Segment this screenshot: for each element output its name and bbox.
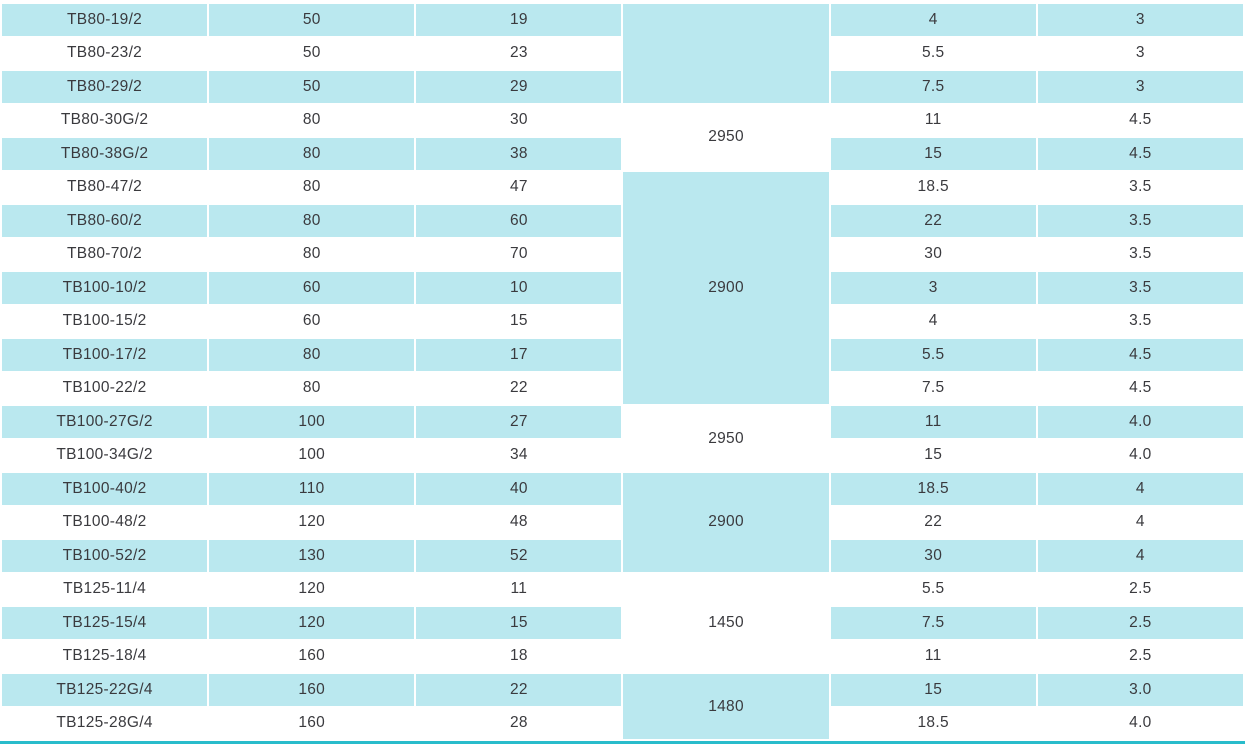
value-cell: 23 bbox=[416, 38, 621, 70]
model-cell: TB80-30G/2 bbox=[2, 105, 207, 137]
table-row bbox=[2, 406, 1243, 438]
value-cell: 2.5 bbox=[1038, 574, 1243, 606]
value-cell: 7.5 bbox=[831, 373, 1036, 405]
value-cell: 30 bbox=[831, 540, 1036, 572]
model-cell: TB80-47/2 bbox=[2, 172, 207, 204]
value-cell: 47 bbox=[416, 172, 621, 204]
model-cell: TB125-22G/4 bbox=[2, 674, 207, 706]
value-cell: 15 bbox=[831, 440, 1036, 472]
table-row bbox=[2, 674, 1243, 706]
table-row bbox=[2, 473, 1243, 505]
value-cell: 52 bbox=[416, 540, 621, 572]
value-cell: 30 bbox=[416, 105, 621, 137]
value-cell: 3 bbox=[831, 272, 1036, 304]
value-cell: 4.0 bbox=[1038, 406, 1243, 438]
model-cell: TB80-70/2 bbox=[2, 239, 207, 271]
value-cell: 60 bbox=[209, 272, 414, 304]
value-cell: 130 bbox=[209, 540, 414, 572]
value-cell: 100 bbox=[209, 406, 414, 438]
value-cell: 3 bbox=[1038, 38, 1243, 70]
value-cell: 11 bbox=[831, 406, 1036, 438]
value-cell: 10 bbox=[416, 272, 621, 304]
value-cell: 11 bbox=[831, 641, 1036, 673]
value-cell: 50 bbox=[209, 38, 414, 70]
value-cell: 3.5 bbox=[1038, 272, 1243, 304]
model-cell: TB100-15/2 bbox=[2, 306, 207, 338]
value-cell: 22 bbox=[416, 373, 621, 405]
speed-cell: 2950 bbox=[623, 105, 828, 170]
value-cell: 15 bbox=[831, 138, 1036, 170]
value-cell: 120 bbox=[209, 607, 414, 639]
model-cell: TB100-17/2 bbox=[2, 339, 207, 371]
value-cell: 22 bbox=[831, 507, 1036, 539]
value-cell: 17 bbox=[416, 339, 621, 371]
model-cell: TB125-15/4 bbox=[2, 607, 207, 639]
value-cell: 80 bbox=[209, 205, 414, 237]
value-cell: 2.5 bbox=[1038, 641, 1243, 673]
value-cell: 50 bbox=[209, 4, 414, 36]
table-row bbox=[2, 574, 1243, 606]
model-cell: TB80-38G/2 bbox=[2, 138, 207, 170]
value-cell: 34 bbox=[416, 440, 621, 472]
value-cell: 15 bbox=[416, 607, 621, 639]
value-cell: 5.5 bbox=[831, 38, 1036, 70]
value-cell: 70 bbox=[416, 239, 621, 271]
value-cell: 19 bbox=[416, 4, 621, 36]
value-cell: 30 bbox=[831, 239, 1036, 271]
value-cell: 50 bbox=[209, 71, 414, 103]
value-cell: 18 bbox=[416, 641, 621, 673]
speed-cell bbox=[623, 4, 828, 103]
table-row bbox=[2, 105, 1243, 137]
table-bottom-rule bbox=[0, 741, 1245, 744]
speed-cell: 1480 bbox=[623, 674, 828, 739]
value-cell: 4 bbox=[1038, 540, 1243, 572]
value-cell: 5.5 bbox=[831, 574, 1036, 606]
value-cell: 3 bbox=[1038, 71, 1243, 103]
value-cell: 100 bbox=[209, 440, 414, 472]
model-cell: TB100-48/2 bbox=[2, 507, 207, 539]
value-cell: 7.5 bbox=[831, 607, 1036, 639]
value-cell: 110 bbox=[209, 473, 414, 505]
value-cell: 4 bbox=[1038, 473, 1243, 505]
model-cell: TB100-52/2 bbox=[2, 540, 207, 572]
value-cell: 22 bbox=[416, 674, 621, 706]
value-cell: 5.5 bbox=[831, 339, 1036, 371]
value-cell: 15 bbox=[831, 674, 1036, 706]
value-cell: 3.5 bbox=[1038, 306, 1243, 338]
model-cell: TB100-40/2 bbox=[2, 473, 207, 505]
value-cell: 11 bbox=[831, 105, 1036, 137]
value-cell: 3 bbox=[1038, 4, 1243, 36]
value-cell: 29 bbox=[416, 71, 621, 103]
value-cell: 28 bbox=[416, 708, 621, 740]
model-cell: TB100-27G/2 bbox=[2, 406, 207, 438]
model-cell: TB80-23/2 bbox=[2, 38, 207, 70]
value-cell: 4.5 bbox=[1038, 339, 1243, 371]
model-cell: TB100-10/2 bbox=[2, 272, 207, 304]
model-cell: TB80-60/2 bbox=[2, 205, 207, 237]
model-cell: TB80-19/2 bbox=[2, 4, 207, 36]
speed-cell: 2900 bbox=[623, 473, 828, 572]
value-cell: 48 bbox=[416, 507, 621, 539]
value-cell: 120 bbox=[209, 574, 414, 606]
value-cell: 80 bbox=[209, 172, 414, 204]
value-cell: 3.0 bbox=[1038, 674, 1243, 706]
speed-cell: 2950 bbox=[623, 406, 828, 471]
model-cell: TB80-29/2 bbox=[2, 71, 207, 103]
model-cell: TB100-22/2 bbox=[2, 373, 207, 405]
value-cell: 80 bbox=[209, 373, 414, 405]
value-cell: 3.5 bbox=[1038, 205, 1243, 237]
value-cell: 4 bbox=[1038, 507, 1243, 539]
model-cell: TB125-18/4 bbox=[2, 641, 207, 673]
model-cell: TB125-28G/4 bbox=[2, 708, 207, 740]
speed-cell: 2900 bbox=[623, 172, 828, 405]
value-cell: 4.5 bbox=[1038, 373, 1243, 405]
value-cell: 18.5 bbox=[831, 708, 1036, 740]
model-cell: TB100-34G/2 bbox=[2, 440, 207, 472]
value-cell: 60 bbox=[209, 306, 414, 338]
value-cell: 80 bbox=[209, 105, 414, 137]
value-cell: 4.5 bbox=[1038, 105, 1243, 137]
value-cell: 7.5 bbox=[831, 71, 1036, 103]
value-cell: 160 bbox=[209, 641, 414, 673]
value-cell: 60 bbox=[416, 205, 621, 237]
value-cell: 4.0 bbox=[1038, 708, 1243, 740]
value-cell: 15 bbox=[416, 306, 621, 338]
speed-cell: 1450 bbox=[623, 574, 828, 673]
pump-spec-table bbox=[0, 2, 1245, 741]
value-cell: 120 bbox=[209, 507, 414, 539]
value-cell: 4.5 bbox=[1038, 138, 1243, 170]
value-cell: 22 bbox=[831, 205, 1036, 237]
value-cell: 38 bbox=[416, 138, 621, 170]
model-cell: TB125-11/4 bbox=[2, 574, 207, 606]
value-cell: 80 bbox=[209, 339, 414, 371]
value-cell: 11 bbox=[416, 574, 621, 606]
value-cell: 80 bbox=[209, 138, 414, 170]
value-cell: 160 bbox=[209, 674, 414, 706]
value-cell: 2.5 bbox=[1038, 607, 1243, 639]
spec-table-body bbox=[2, 4, 1243, 739]
value-cell: 4.0 bbox=[1038, 440, 1243, 472]
table-row bbox=[2, 172, 1243, 204]
value-cell: 3.5 bbox=[1038, 239, 1243, 271]
value-cell: 18.5 bbox=[831, 172, 1036, 204]
value-cell: 18.5 bbox=[831, 473, 1036, 505]
value-cell: 4 bbox=[831, 306, 1036, 338]
value-cell: 4 bbox=[831, 4, 1036, 36]
value-cell: 160 bbox=[209, 708, 414, 740]
value-cell: 27 bbox=[416, 406, 621, 438]
value-cell: 80 bbox=[209, 239, 414, 271]
value-cell: 3.5 bbox=[1038, 172, 1243, 204]
value-cell: 40 bbox=[416, 473, 621, 505]
table-row bbox=[2, 4, 1243, 36]
